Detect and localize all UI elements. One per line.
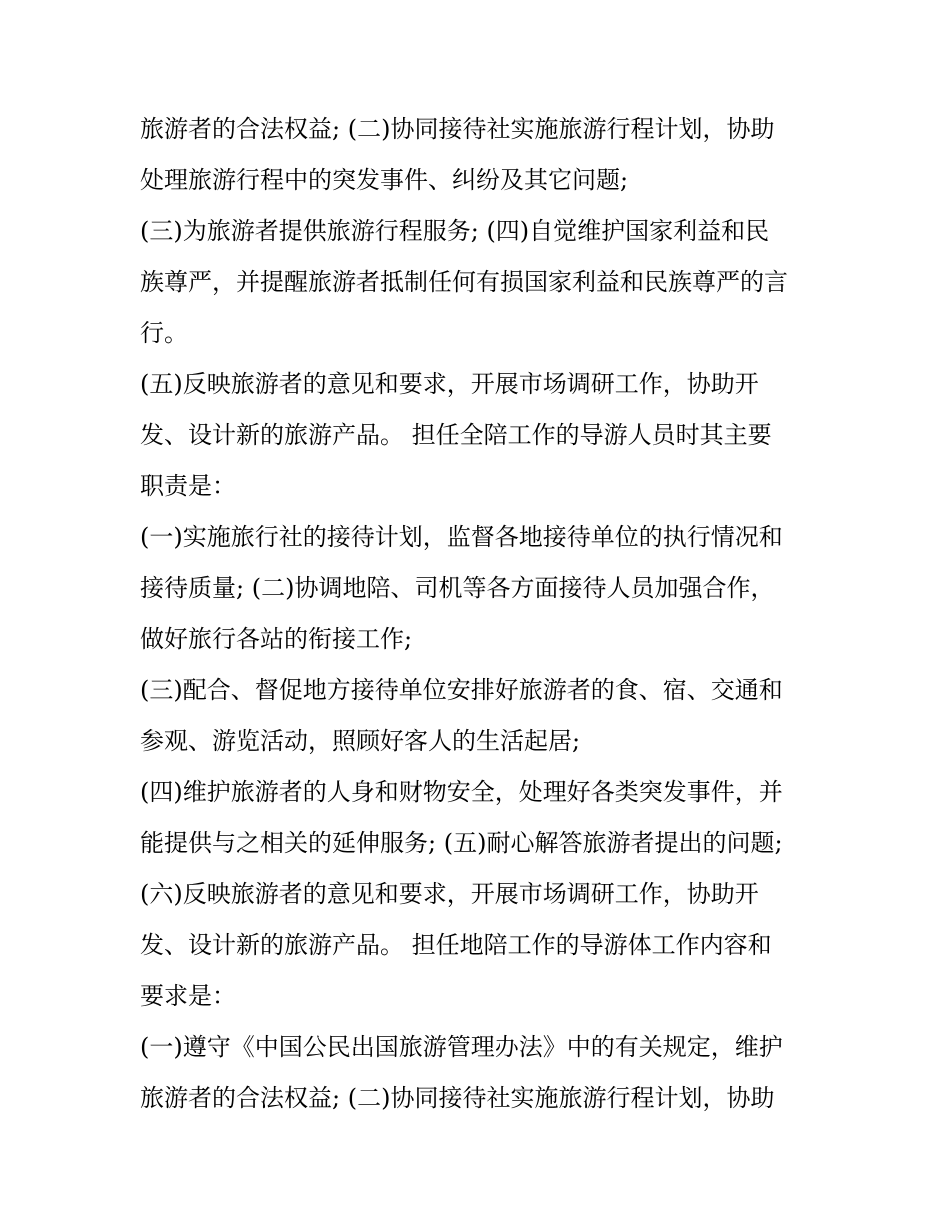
text-line: 接待质量; (二)协调地陪、司机等各方面接待人员加强合作， xyxy=(140,574,775,602)
text-line: 发、设计新的旅游产品。 担任全陪工作的导游人员时其主要 xyxy=(140,421,772,449)
text-line: 参观、游览活动，照顾好客人的生活起居; xyxy=(140,727,581,755)
text-line: 要求是： xyxy=(140,982,236,1010)
text-line: 旅游者的合法权益; (二)协同接待社实施旅游行程计划，协助 xyxy=(140,115,775,143)
text-line: 职责是： xyxy=(140,472,236,500)
text-line: 行。 xyxy=(140,319,188,347)
text-line: (六)反映旅游者的意见和要求，开展市场调研工作，协助开 xyxy=(140,880,759,908)
text-line: (三)配合、督促地方接待单位安排好旅游者的食、宿、交通和 xyxy=(140,676,783,704)
text-line: (四)维护旅游者的人身和财物安全，处理好各类突发事件，并 xyxy=(140,778,783,806)
text-line: (三)为旅游者提供旅游行程服务; (四)自觉维护国家利益和民 xyxy=(140,217,770,245)
text-line: 发、设计新的旅游产品。 担任地陪工作的导游体工作内容和 xyxy=(140,931,772,959)
document-body xyxy=(140,104,820,1124)
text-line: (一)实施旅行社的接待计划，监督各地接待单位的执行情况和 xyxy=(140,523,783,551)
text-line: 族尊严，并提醒旅游者抵制任何有损国家利益和民族尊严的言 xyxy=(140,268,788,296)
text-line: 处理旅游行程中的突发事件、纠纷及其它问题; xyxy=(140,166,629,194)
text-line: 能提供与之相关的延伸服务; (五)耐心解答旅游者提出的问题; xyxy=(140,829,783,857)
text-line: (一)遵守《中国公民出国旅游管理办法》中的有关规定，维护 xyxy=(140,1033,783,1061)
text-line: (五)反映旅游者的意见和要求，开展市场调研工作，协助开 xyxy=(140,370,759,398)
text-line: 做好旅行各站的衔接工作; xyxy=(140,625,413,653)
text-line: 旅游者的合法权益; (二)协同接待社实施旅游行程计划，协助 xyxy=(140,1084,775,1112)
